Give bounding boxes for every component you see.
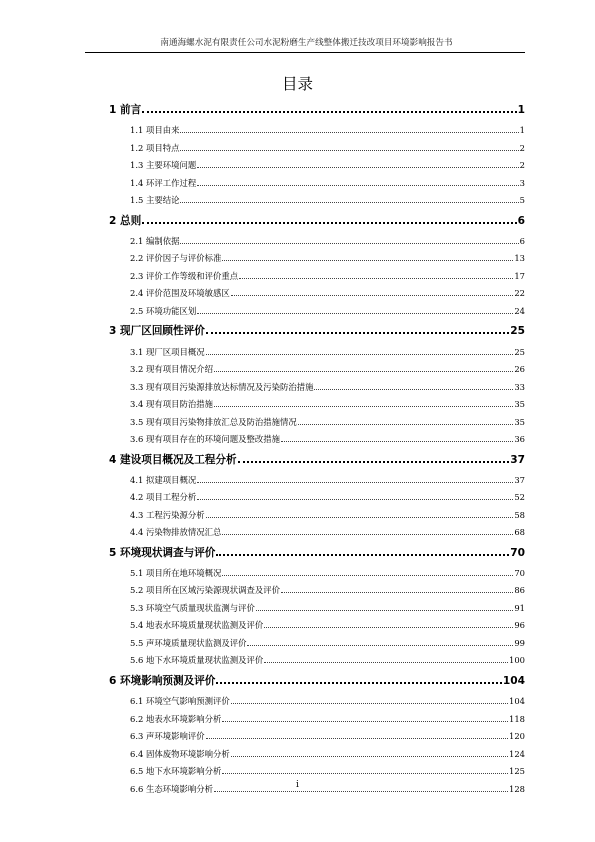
toc-dot-leader	[180, 202, 518, 203]
toc-entry-page: 70	[514, 567, 525, 578]
toc-section-entry[interactable]	[109, 600, 525, 618]
toc-entry-page: 104	[502, 674, 525, 687]
page-number: i	[296, 780, 299, 790]
toc-entry-page: 33	[514, 381, 525, 392]
toc-entry-label: 2 总则	[109, 214, 142, 227]
toc-entry-label: 2.1 编制依据	[130, 235, 180, 246]
toc-entry-page: 91	[514, 602, 525, 613]
toc-entry-page: 2	[519, 160, 525, 171]
toc-dot-leader	[197, 313, 513, 314]
toc-entry-page: 1	[517, 104, 525, 116]
toc-entry-label: 6.1 环境空气影响预测评价	[130, 696, 230, 707]
toc-section-entry[interactable]	[109, 431, 525, 449]
toc-entry-label: 5 环境现状调查与评价	[109, 546, 216, 559]
toc-dot-leader	[222, 575, 513, 576]
toc-entry-page: 96	[514, 620, 525, 631]
toc-entry-page: 68	[514, 527, 525, 538]
toc-entry-page: 25	[514, 346, 525, 357]
toc-entry-page: 5	[519, 195, 525, 206]
toc-entry-label: 2.2 评价因子与评价标准	[130, 253, 222, 264]
toc-chapter-entry[interactable]	[109, 210, 525, 233]
toc-entry-label: 3 现厂区回顾性评价	[109, 325, 205, 338]
toc-chapter-entry[interactable]	[109, 99, 525, 122]
toc-section-entry[interactable]	[109, 524, 525, 542]
toc-section-entry[interactable]	[109, 582, 525, 600]
toc-dot-leader	[206, 332, 509, 334]
toc-entry-label: 5.5 声环境质量现状监测及评价	[130, 637, 247, 648]
toc-entry-label: 3.4 现有项目防治措施	[130, 399, 213, 410]
toc-dot-leader	[231, 703, 508, 704]
toc-section-entry[interactable]	[109, 361, 525, 379]
toc-dot-leader	[256, 610, 513, 611]
toc-entry-label: 1.2 项目特点	[130, 142, 180, 153]
toc-entry-page: 25	[510, 325, 525, 338]
toc-entry-label: 2.5 环境功能区划	[130, 305, 197, 316]
toc-entry-label: 5.3 环境空气质量现状监测与评价	[130, 602, 255, 613]
toc-section-entry[interactable]	[109, 746, 525, 764]
header-rule	[85, 52, 525, 53]
toc-entry-page: 124	[509, 748, 525, 759]
toc-section-entry[interactable]	[109, 728, 525, 746]
toc-dot-leader	[214, 406, 513, 407]
toc-entry-label: 1.4 环评工作过程	[130, 177, 197, 188]
toc-entry-label: 6 环境影响预测及评价	[109, 674, 216, 687]
toc-entry-page: 6	[517, 214, 525, 227]
toc-entry-page: 104	[509, 696, 525, 707]
toc-dot-leader	[216, 554, 509, 556]
toc-entry-label: 1 前言	[109, 104, 142, 116]
toc-section-entry[interactable]	[109, 233, 525, 251]
toc-section-entry[interactable]	[109, 489, 525, 507]
toc-section-entry[interactable]	[109, 396, 525, 414]
toc-entry-page: 22	[514, 288, 525, 299]
toc-dot-leader	[231, 756, 508, 757]
toc-entry-label: 6.3 声环境影响评价	[130, 731, 205, 742]
toc-dot-leader	[197, 185, 518, 186]
toc-entry-label: 1.1 项目由来	[130, 125, 180, 136]
toc-dot-leader	[197, 499, 513, 500]
toc-dot-leader	[222, 721, 508, 722]
toc-entry-page: 128	[509, 783, 525, 794]
toc-entry-page: 37	[510, 453, 525, 466]
toc-entry-page: 17	[514, 270, 525, 281]
toc-entry-page: 125	[509, 766, 525, 777]
toc-section-entry[interactable]	[109, 344, 525, 362]
toc-entry-label: 4.3 工程污染源分析	[130, 509, 205, 520]
toc-section-entry[interactable]	[109, 414, 525, 432]
toc-dot-leader	[142, 222, 516, 224]
toc-entry-label: 3.1 现厂区项目概况	[130, 346, 205, 357]
toc-dot-leader	[222, 534, 513, 535]
toc-dot-leader	[180, 132, 518, 133]
toc-entry-page: 36	[514, 434, 525, 445]
toc-section-entry[interactable]	[109, 285, 525, 303]
toc-section-entry[interactable]	[109, 140, 525, 158]
toc-entry-page: 52	[514, 492, 525, 503]
toc-entry-label: 4.4 污染物排放情况汇总	[130, 527, 222, 538]
toc-entry-page: 70	[510, 546, 525, 559]
toc-entry-page: 13	[514, 253, 525, 264]
toc-dot-leader	[239, 278, 513, 279]
toc-section-entry[interactable]	[109, 711, 525, 729]
toc-entry-page: 2	[519, 142, 525, 153]
toc-section-entry[interactable]	[109, 122, 525, 140]
toc-dot-leader	[206, 738, 508, 739]
toc-dot-leader	[197, 167, 518, 168]
toc-entry-page: 24	[514, 305, 525, 316]
toc-section-entry[interactable]	[109, 507, 525, 525]
toc-entry-label: 5.6 地下水环境质量现状监测及评价	[130, 655, 264, 666]
toc-dot-leader	[206, 517, 514, 518]
toc-dot-leader	[238, 461, 510, 463]
toc-chapter-entry[interactable]	[109, 320, 525, 343]
toc-entry-label: 2.4 评价范围及环境敏感区	[130, 288, 230, 299]
toc-section-entry[interactable]	[109, 617, 525, 635]
toc-entry-page: 35	[514, 399, 525, 410]
toc-entry-page: 58	[514, 509, 525, 520]
toc-chapter-entry[interactable]	[109, 670, 525, 693]
page-title: 目录	[281, 75, 313, 93]
toc-entry-page: 100	[509, 655, 525, 666]
toc-section-entry[interactable]	[109, 192, 525, 210]
toc-dot-leader	[142, 111, 516, 113]
toc-dot-leader	[298, 424, 514, 425]
toc-dot-leader	[222, 773, 508, 774]
toc-section-entry[interactable]	[109, 268, 525, 286]
toc-entry-page: 118	[509, 713, 525, 724]
toc-entry-page: 35	[514, 416, 525, 427]
toc-section-entry[interactable]	[109, 379, 525, 397]
toc-entry-page: 99	[514, 637, 525, 648]
toc-entry-label: 1.5 主要结论	[130, 195, 180, 206]
toc-dot-leader	[214, 371, 513, 372]
toc-entry-label: 3.3 现有项目污染源排放达标情况及污染防治措施	[130, 381, 314, 392]
toc-chapter-entry[interactable]	[109, 449, 525, 472]
table-of-contents	[109, 99, 525, 798]
toc-section-entry[interactable]	[109, 763, 525, 781]
toc-entry-label: 6.2 地表水环境影响分析	[130, 713, 222, 724]
toc-section-entry[interactable]	[109, 175, 525, 193]
toc-entry-label: 6.5 地下水环境影响分析	[130, 766, 222, 777]
toc-section-entry[interactable]	[109, 565, 525, 583]
toc-dot-leader	[180, 243, 518, 244]
toc-entry-page: 3	[519, 177, 525, 188]
running-header: 南通海螺水泥有限责任公司水泥粉磨生产线整体搬迁技改项目环境影响报告书	[160, 38, 453, 48]
toc-entry-label: 5.1 项目所在地环境概况	[130, 567, 222, 578]
toc-dot-leader	[281, 441, 513, 442]
toc-section-entry[interactable]	[109, 250, 525, 268]
toc-entry-label: 6.4 固体废物环境影响分析	[130, 748, 230, 759]
toc-dot-leader	[264, 627, 513, 628]
toc-entry-label: 5.2 项目所在区域污染源现状调查及评价	[130, 585, 280, 596]
toc-entry-label: 4 建设项目概况及工程分析	[109, 453, 237, 466]
toc-section-entry[interactable]	[109, 635, 525, 653]
toc-entry-page: 86	[514, 585, 525, 596]
toc-entry-page: 6	[519, 235, 525, 246]
toc-entry-label: 4.2 项目工程分析	[130, 492, 197, 503]
toc-section-entry[interactable]	[109, 693, 525, 711]
toc-dot-leader	[197, 482, 513, 483]
toc-dot-leader	[222, 260, 513, 261]
toc-section-entry[interactable]	[109, 157, 525, 175]
toc-entry-label: 3.6 现有项目存在的环境问题及整改措施	[130, 434, 280, 445]
toc-entry-page: 1	[519, 125, 525, 136]
toc-entry-label: 2.3 评价工作等级和评价重点	[130, 270, 239, 281]
toc-dot-leader	[231, 295, 514, 296]
toc-chapter-entry[interactable]	[109, 542, 525, 565]
toc-entry-page: 26	[514, 364, 525, 375]
toc-dot-leader	[206, 354, 514, 355]
toc-entry-label: 6.6 生态环境影响分析	[130, 783, 213, 794]
toc-section-entry[interactable]	[109, 652, 525, 670]
toc-dot-leader	[314, 389, 513, 390]
toc-dot-leader	[247, 645, 513, 646]
toc-entry-label: 5.4 地表水环境质量现状监测及评价	[130, 620, 264, 631]
toc-entry-label: 1.3 主要环境问题	[130, 160, 197, 171]
toc-dot-leader	[264, 662, 508, 663]
toc-dot-leader	[216, 682, 501, 684]
toc-section-entry[interactable]	[109, 303, 525, 321]
toc-section-entry[interactable]	[109, 472, 525, 490]
toc-dot-leader	[281, 592, 513, 593]
toc-entry-page: 120	[509, 731, 525, 742]
toc-entry-label: 3.2 现有项目情况介绍	[130, 364, 213, 375]
toc-entry-label: 3.5 现有项目污染物排放汇总及防治措施情况	[130, 416, 297, 427]
toc-entry-page: 37	[514, 474, 525, 485]
toc-dot-leader	[180, 150, 518, 151]
toc-entry-label: 4.1 拟建项目概况	[130, 474, 197, 485]
